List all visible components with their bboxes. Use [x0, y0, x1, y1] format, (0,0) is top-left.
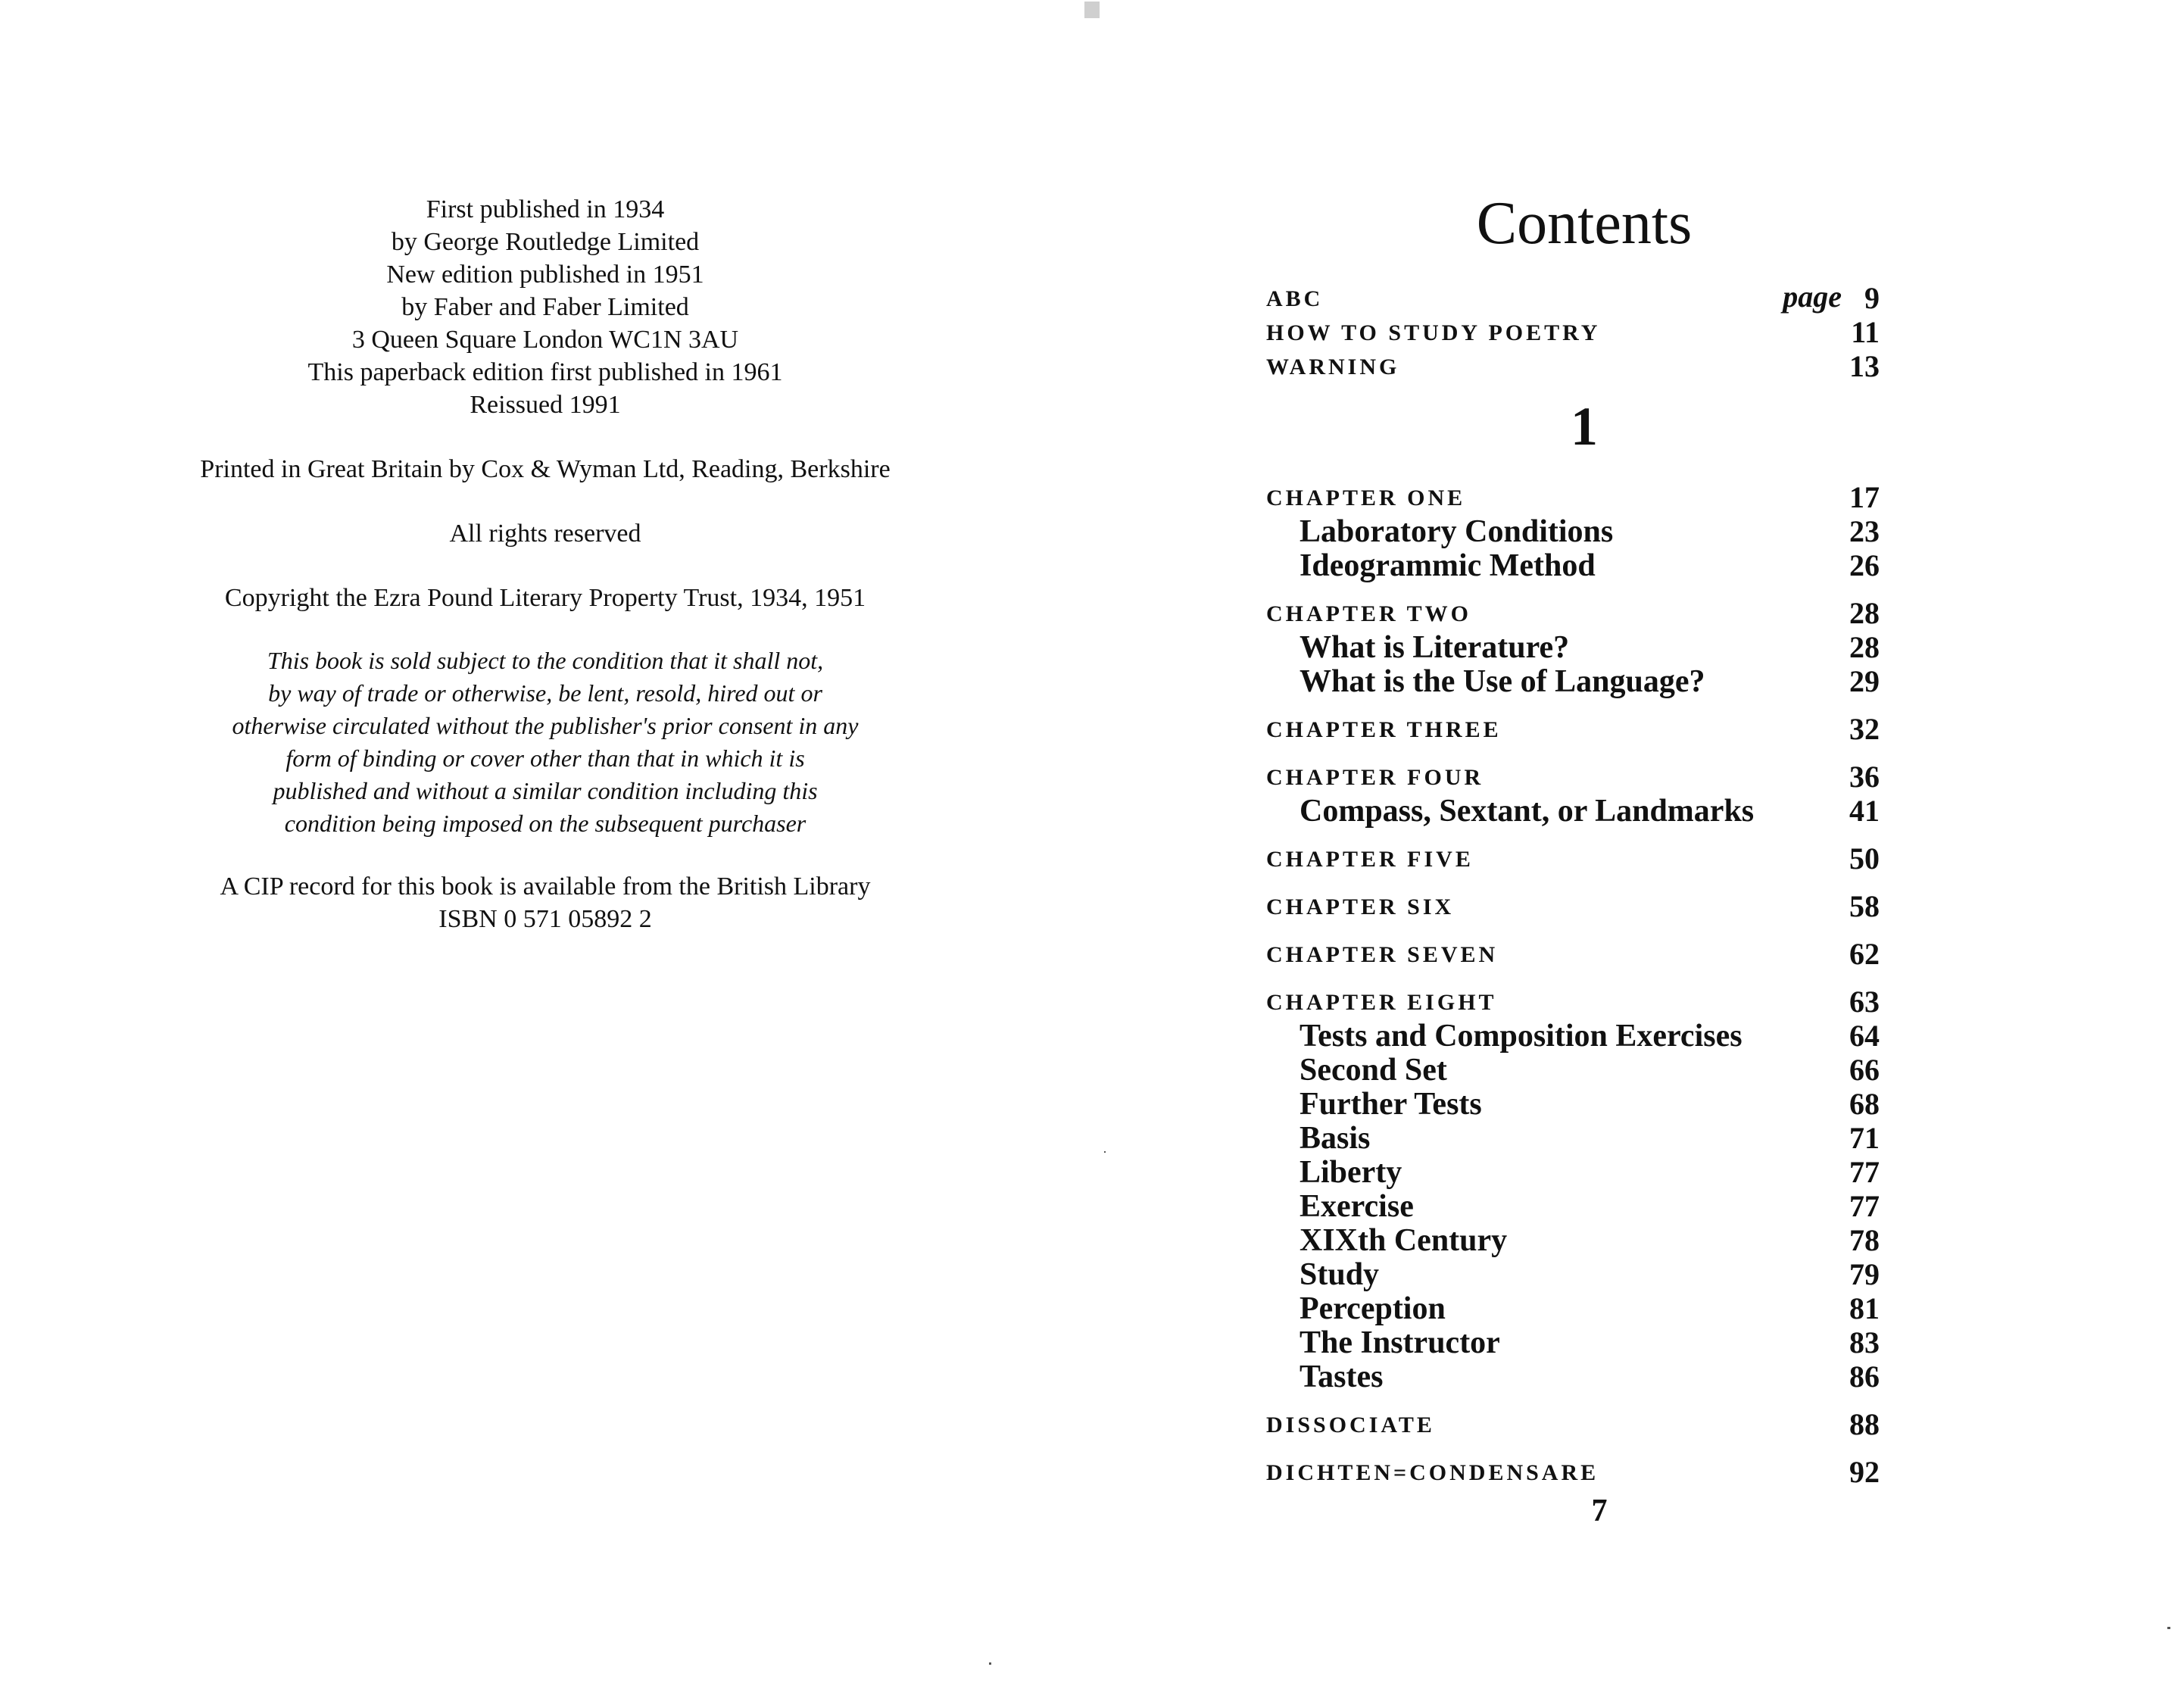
toc-chapter-page: 28	[1849, 596, 1880, 630]
isbn-line: ISBN 0 571 05892 2	[438, 905, 652, 933]
toc-section	[1266, 1018, 1933, 1052]
toc-section	[1266, 1222, 1933, 1256]
condition-line: otherwise circulated without the publisher's prior consent in any	[232, 712, 859, 739]
toc-chapter-label: DISSOCIATE	[1266, 1412, 1435, 1437]
toc-section-label: Liberty	[1299, 1155, 1402, 1190]
toc-section-page: 68	[1849, 1087, 1880, 1121]
toc-entry-label: HOW TO STUDY POETRY	[1266, 320, 1601, 345]
toc-chapter-page: 58	[1849, 889, 1880, 923]
toc-section-page: 29	[1849, 664, 1880, 698]
toc-section-label: Compass, Sextant, or Landmarks	[1299, 794, 1755, 829]
group-gap	[1266, 922, 1933, 936]
toc-chapter-page: 32	[1849, 712, 1880, 746]
toc-section-label: Second Set	[1299, 1053, 1447, 1088]
toc-section-label: Perception	[1299, 1291, 1446, 1326]
toc-section	[1266, 1291, 1933, 1325]
toc-section	[1266, 1086, 1933, 1120]
toc-section-page: 64	[1849, 1019, 1880, 1053]
toc-section	[1266, 1154, 1933, 1188]
imprint-line: by George Routledge Limited	[391, 228, 700, 256]
toc-section-label: Study	[1299, 1257, 1380, 1292]
rights-line: All rights reserved	[449, 520, 641, 548]
toc-section	[1266, 1120, 1933, 1154]
toc-chapter	[1266, 1406, 1933, 1441]
scan-speck	[989, 1662, 991, 1665]
toc-chapter	[1266, 888, 1933, 922]
toc-section	[1266, 1325, 1933, 1359]
imprint-line: First published in 1934	[426, 195, 665, 223]
imprint-line: This paperback edition first published in 1961	[307, 358, 783, 386]
toc-section-label: What is Literature?	[1299, 630, 1570, 665]
toc-chapter	[1266, 984, 1933, 1018]
imprint-line: New edition published in 1951	[386, 261, 704, 289]
toc-chapter-page: 36	[1849, 760, 1880, 794]
toc-section-label: XIXth Century	[1299, 1223, 1508, 1258]
toc-section	[1266, 793, 1933, 827]
toc-chapter-label: CHAPTER THREE	[1266, 717, 1502, 742]
toc-section-label: Exercise	[1299, 1189, 1414, 1224]
toc-chapter-label: CHAPTER TWO	[1266, 601, 1471, 626]
toc-section-page: 81	[1849, 1291, 1880, 1325]
toc-section-label: Tests and Composition Exercises	[1299, 1019, 1743, 1054]
toc-chapter	[1266, 1454, 1933, 1488]
toc-section	[1266, 548, 1933, 582]
toc-section	[1266, 629, 1933, 663]
toc-chapter	[1266, 841, 1933, 875]
toc-section	[1266, 1052, 1933, 1086]
toc-section	[1266, 1188, 1933, 1222]
toc-chapter-page: 92	[1849, 1455, 1880, 1489]
group-gap	[1266, 875, 1933, 888]
toc-section-label: Tastes	[1299, 1359, 1384, 1394]
copyright-line: Copyright the Ezra Pound Literary Property Trust, 1934, 1951	[224, 584, 866, 612]
toc-chapter	[1266, 595, 1933, 629]
toc-chapter-label: CHAPTER FOUR	[1266, 765, 1484, 790]
part-number: 1	[1571, 396, 1598, 457]
toc-entry	[1266, 280, 1933, 314]
toc-section-page: 83	[1849, 1325, 1880, 1359]
scan-speck	[1104, 1151, 1106, 1153]
toc-chapter	[1266, 936, 1933, 970]
toc-entry-page: 11	[1851, 315, 1880, 349]
sale-condition-notice	[114, 645, 977, 840]
toc-section-label: Basis	[1299, 1121, 1371, 1156]
toc-section-page: 41	[1849, 794, 1880, 828]
toc-section	[1266, 663, 1933, 698]
toc-entry-page: 13	[1849, 349, 1880, 383]
toc-section-page: 23	[1849, 514, 1880, 548]
toc-section-page: 28	[1849, 630, 1880, 664]
contents-title: Contents	[1476, 190, 1693, 257]
toc-chapter-page: 62	[1849, 937, 1880, 971]
toc-chapter-label: DICHTEN=CONDENSARE	[1266, 1460, 1599, 1485]
toc-section-page: 79	[1849, 1257, 1880, 1291]
condition-line: condition being imposed on the subsequent purchaser	[284, 810, 807, 837]
toc-section-page: 77	[1849, 1189, 1880, 1223]
condition-line: by way of trade or otherwise, be lent, resold, hired out or	[268, 679, 822, 707]
toc-chapter-label: CHAPTER EIGHT	[1266, 990, 1497, 1015]
toc-section-page: 86	[1849, 1359, 1880, 1394]
toc-entry-label: WARNING	[1266, 354, 1400, 379]
group-gap	[1266, 1441, 1933, 1454]
group-gap	[1266, 970, 1933, 984]
toc-section-label: The Instructor	[1299, 1325, 1500, 1360]
toc-chapter	[1266, 479, 1933, 513]
cip-line: A CIP record for this book is available from the British Library	[220, 872, 871, 901]
scan-speck	[1084, 2, 1100, 18]
page-folio: 7	[1591, 1494, 1608, 1528]
condition-line: published and without a similar condition including this	[273, 777, 818, 804]
toc-chapter-label: CHAPTER FIVE	[1266, 847, 1474, 872]
toc-chapter-page: 50	[1849, 841, 1880, 876]
toc-section-page: 78	[1849, 1223, 1880, 1257]
page-word: page	[1783, 279, 1842, 314]
toc-section-label: Ideogrammic Method	[1299, 548, 1596, 583]
contents-page	[1266, 189, 1933, 1529]
toc-entry	[1266, 348, 1933, 382]
toc-section-label: Laboratory Conditions	[1299, 514, 1614, 549]
toc-entry-page: 9	[1864, 281, 1880, 315]
toc-section-label: What is the Use of Language?	[1299, 664, 1705, 699]
toc-section-page: 77	[1849, 1155, 1880, 1189]
toc-section-page: 26	[1849, 548, 1880, 582]
toc-entry-label: ABC	[1266, 286, 1324, 311]
chapter-list	[1266, 479, 1933, 1488]
group-gap	[1266, 745, 1933, 759]
toc-section	[1266, 1359, 1933, 1393]
toc-section-page: 66	[1849, 1053, 1880, 1087]
scan-speck	[2167, 1627, 2170, 1629]
toc-chapter-label: CHAPTER SEVEN	[1266, 942, 1499, 967]
printer-line: Printed in Great Britain by Cox & Wyman Ltd, Reading, Berkshire	[200, 455, 891, 483]
toc-section-label: Further Tests	[1299, 1087, 1482, 1122]
toc-section	[1266, 513, 1933, 548]
toc-section-page: 71	[1849, 1121, 1880, 1155]
toc-chapter-page: 88	[1849, 1407, 1880, 1441]
copyright-page	[114, 193, 977, 935]
toc-entry	[1266, 314, 1933, 348]
condition-line: form of binding or cover other than that in which it is	[285, 744, 805, 772]
toc-chapter	[1266, 759, 1933, 793]
toc-chapter-label: CHAPTER ONE	[1266, 485, 1466, 510]
toc-section	[1266, 1256, 1933, 1291]
toc-chapter-page: 63	[1849, 985, 1880, 1019]
imprint-line: Reissued 1991	[470, 391, 621, 419]
toc-chapter	[1266, 711, 1933, 745]
toc-chapter-page: 17	[1849, 480, 1880, 514]
toc-chapter-label: CHAPTER SIX	[1266, 894, 1455, 919]
imprint-block	[114, 193, 977, 421]
condition-line: This book is sold subject to the condition that it shall not,	[267, 647, 824, 674]
imprint-line: by Faber and Faber Limited	[401, 293, 689, 321]
imprint-line: 3 Queen Square London WC1N 3AU	[351, 326, 739, 354]
